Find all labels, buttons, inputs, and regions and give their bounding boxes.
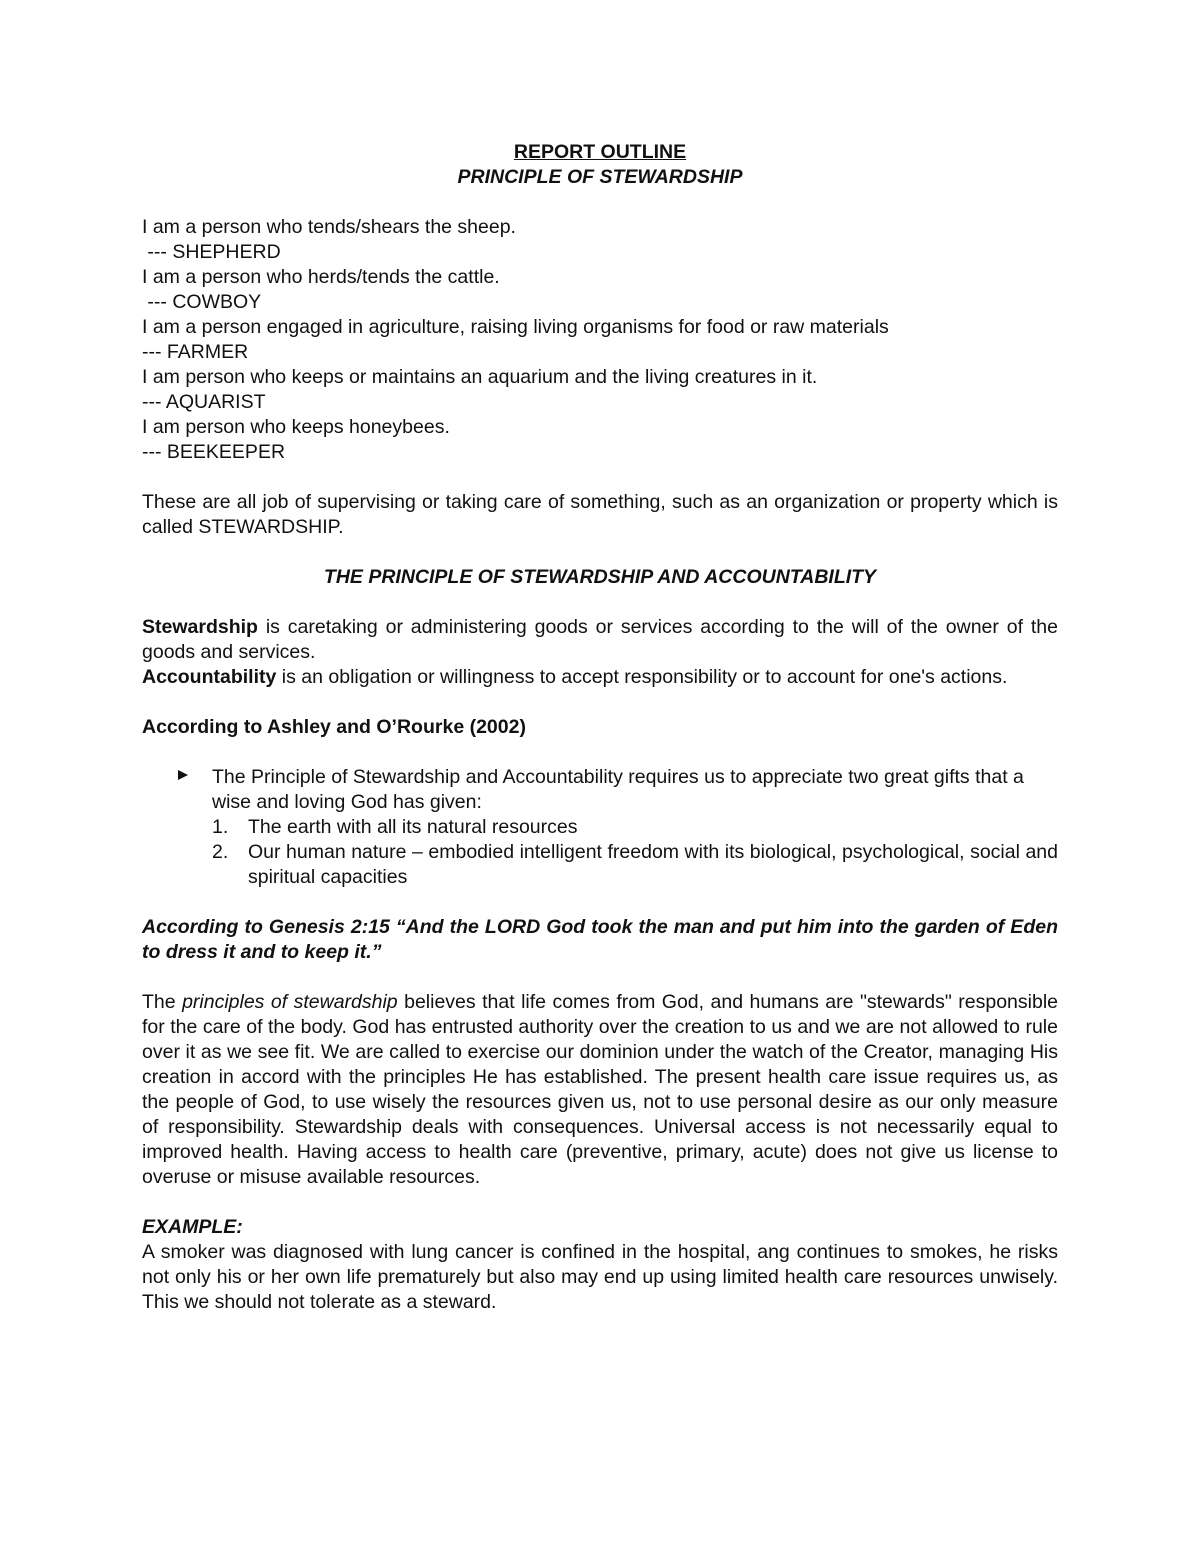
stewardship-paragraph (142, 990, 1058, 1190)
definition-term: Accountability (142, 666, 277, 688)
definition-term: Stewardship (142, 616, 258, 638)
example-label: EXAMPLE: (142, 1216, 243, 1238)
riddle-answer: --- SHEPHERD (142, 241, 281, 263)
section-heading: THE PRINCIPLE OF STEWARDSHIP AND ACCOUNTABILITY (323, 566, 877, 588)
definition-accountability (142, 665, 1058, 690)
gift-number: 1. (212, 816, 229, 838)
arrow-bullet-icon (178, 770, 188, 780)
summary-paragraph: These are all job of supervising or taking care of something, such as an organization or property which is called STEWARDSHIP. (142, 491, 1058, 538)
riddle-question: I am person who keeps honeybees. (142, 416, 450, 438)
bullet-item (142, 765, 1058, 890)
gift-text: The earth with all its natural resources (248, 816, 578, 838)
bullet-text: The Principle of Stewardship and Accountability requires us to appreciate two great gifts that a wise and loving God has given: (212, 766, 1024, 813)
gift-number: 2. (212, 841, 229, 863)
paragraph-italic: principles of stewardship (182, 991, 398, 1013)
definition-stewardship (142, 615, 1058, 665)
riddle-answer: --- BEEKEEPER (142, 441, 286, 463)
ashley-heading: According to Ashley and O’Rourke (2002) (142, 716, 526, 738)
riddle-question: I am a person engaged in agriculture, raising living organisms for food or raw materials (142, 316, 889, 338)
paragraph-lead: The (142, 991, 183, 1013)
gift-text: Our human nature – embodied intelligent freedom with its biological, psychological, social and spiritual capacities (248, 841, 1058, 888)
riddle-question: I am a person who herds/tends the cattle. (142, 266, 500, 288)
definition-text: is an obligation or willingness to accept responsibility or to account for one's actions. (276, 666, 1008, 688)
report-title: REPORT OUTLINE (513, 141, 687, 163)
riddle-list (142, 215, 1058, 465)
example-text: A smoker was diagnosed with lung cancer is confined in the hospital, ang continues to smokes, he risks not only his or her own life prematurely but also may end up using limited health care resources unwisely. This we should not tolerate as a steward. (142, 1241, 1058, 1313)
riddle-answer: --- AQUARIST (142, 391, 266, 413)
riddle-answer: --- FARMER (142, 341, 249, 363)
document-page (142, 140, 1058, 1315)
genesis-heading: According to Genesis 2:15 “And the LORD God took the man and put him into the garden of Eden to dress it and to keep it.” (142, 916, 1058, 963)
riddle-answer: --- COWBOY (142, 291, 262, 313)
gift-item (212, 840, 1058, 890)
riddle-question: I am a person who tends/shears the sheep. (142, 216, 516, 238)
report-subtitle: PRINCIPLE OF STEWARDSHIP (457, 166, 743, 188)
gift-item (212, 815, 1058, 840)
riddle-question: I am person who keeps or maintains an aquarium and the living creatures in it. (142, 366, 818, 388)
paragraph-rest: believes that life comes from God, and humans are "stewards" responsible for the care of the body. God has entrusted authority over the creation to us and we are not allowed to rule over it as we see fit. We are called to exercise our dominion under the watch of the Creator, managing His creation in accord with the principles He has established. The present health care issue requires us, as the people of God, to use wisely the resources given us, not to use personal desire as our only measure of responsibility. Stewardship deals with consequences. Universal access is not necessarily equal to improved health. Having access to health care (preventive, primary, acute) does not give us license to overuse or misuse available resources. (142, 991, 1058, 1188)
definition-text: is caretaking or administering goods or services according to the will of the owner of the goods and services. (142, 616, 1058, 663)
